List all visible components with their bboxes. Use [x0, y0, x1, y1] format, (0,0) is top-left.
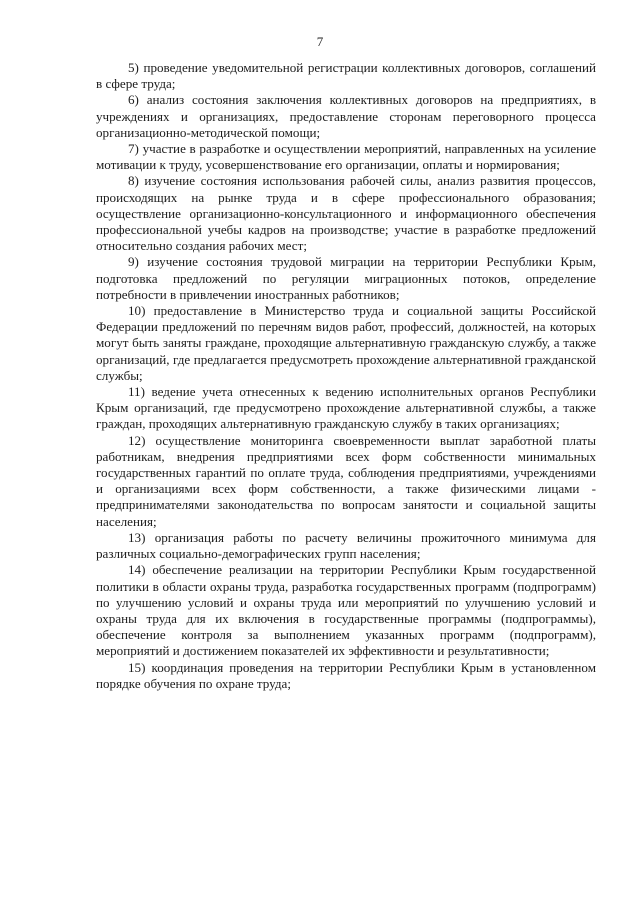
page-number: 7 — [316, 34, 324, 49]
paragraph-item-12: 12) осуществление мониторинга своевременности выплат заработной платы работникам, внедрения предприятиями всех форм собственности минимальных государственных гарантий по оплате труда, соблюдения предприятиями, учреждениями и организациями всех форм собственности, а также физическими лицами - предпринимателями законодательства по вопросам занятости и социальной защиты населения; — [96, 432, 596, 529]
paragraph-item-11: 11) ведение учета отнесенных к ведению исполнительных органов Республики Крым организаций, где предусмотрено прохождение альтернативной службы, а также граждан, проходящих альтернативную гражданскую службу в таких организациях; — [96, 384, 596, 432]
paragraph-item-6: 6) анализ состояния заключения коллективных договоров на предприятиях, в учреждениях и организациях, предоставление сторонам переговорного процесса организационно-методической помощи; — [96, 92, 596, 140]
paragraph-item-13: 13) организация работы по расчету величины прожиточного минимума для различных социально-демографических групп населения; — [96, 529, 596, 562]
paragraph-item-5: 5) проведение уведомительной регистрации коллективных договоров, соглашений в сфере труда; — [96, 60, 596, 92]
paragraph-item-7: 7) участие в разработке и осуществлении мероприятий, направленных на усиление мотивации к труду, усовершенствование его организации, оплаты и нормирования; — [96, 141, 596, 173]
document-body — [96, 60, 596, 692]
paragraph-item-15: 15) координация проведения на территории Республики Крым в установленном порядке обучения по охране труда; — [96, 659, 596, 691]
paragraph-item-9: 9) изучение состояния трудовой миграции на территории Республики Крым, подготовка предложений по регуляции миграционных потоков, определение потребности в привлечении иностранных работников; — [96, 254, 596, 302]
paragraph-item-8: 8) изучение состояния использования рабочей силы, анализ развития процессов, происходящих на рынке труда и в сфере профессионального образования; осуществление организационно-консультационного и информационного обеспечения профессиональной учебы кадров на производстве; участие в разработке предложений относительно создания рабочих мест; — [96, 173, 596, 254]
paragraph-item-14: 14) обеспечение реализации на территории Республики Крым государственной политики в области охраны труда, разработка государственных программ (подпрограмм) по улучшению условий и охраны труда или мероприятий по улучшению условий и охраны труда для их включения в государственные программы (подпрограммы), обеспечение контроля за выполнением указанных программ (подпрограмм), мероприятий и достижением показателей их эффективности и результативности; — [96, 562, 596, 659]
paragraph-item-10: 10) предоставление в Министерство труда и социальной защиты Российской Федерации предложений по перечням видов работ, профессий, должностей, на которых могут быть заняты граждане, проходящие альтернативную гражданскую службу, а также организаций, где предлагается предусмотреть прохождение альтернативной гражданской службы; — [96, 303, 596, 383]
